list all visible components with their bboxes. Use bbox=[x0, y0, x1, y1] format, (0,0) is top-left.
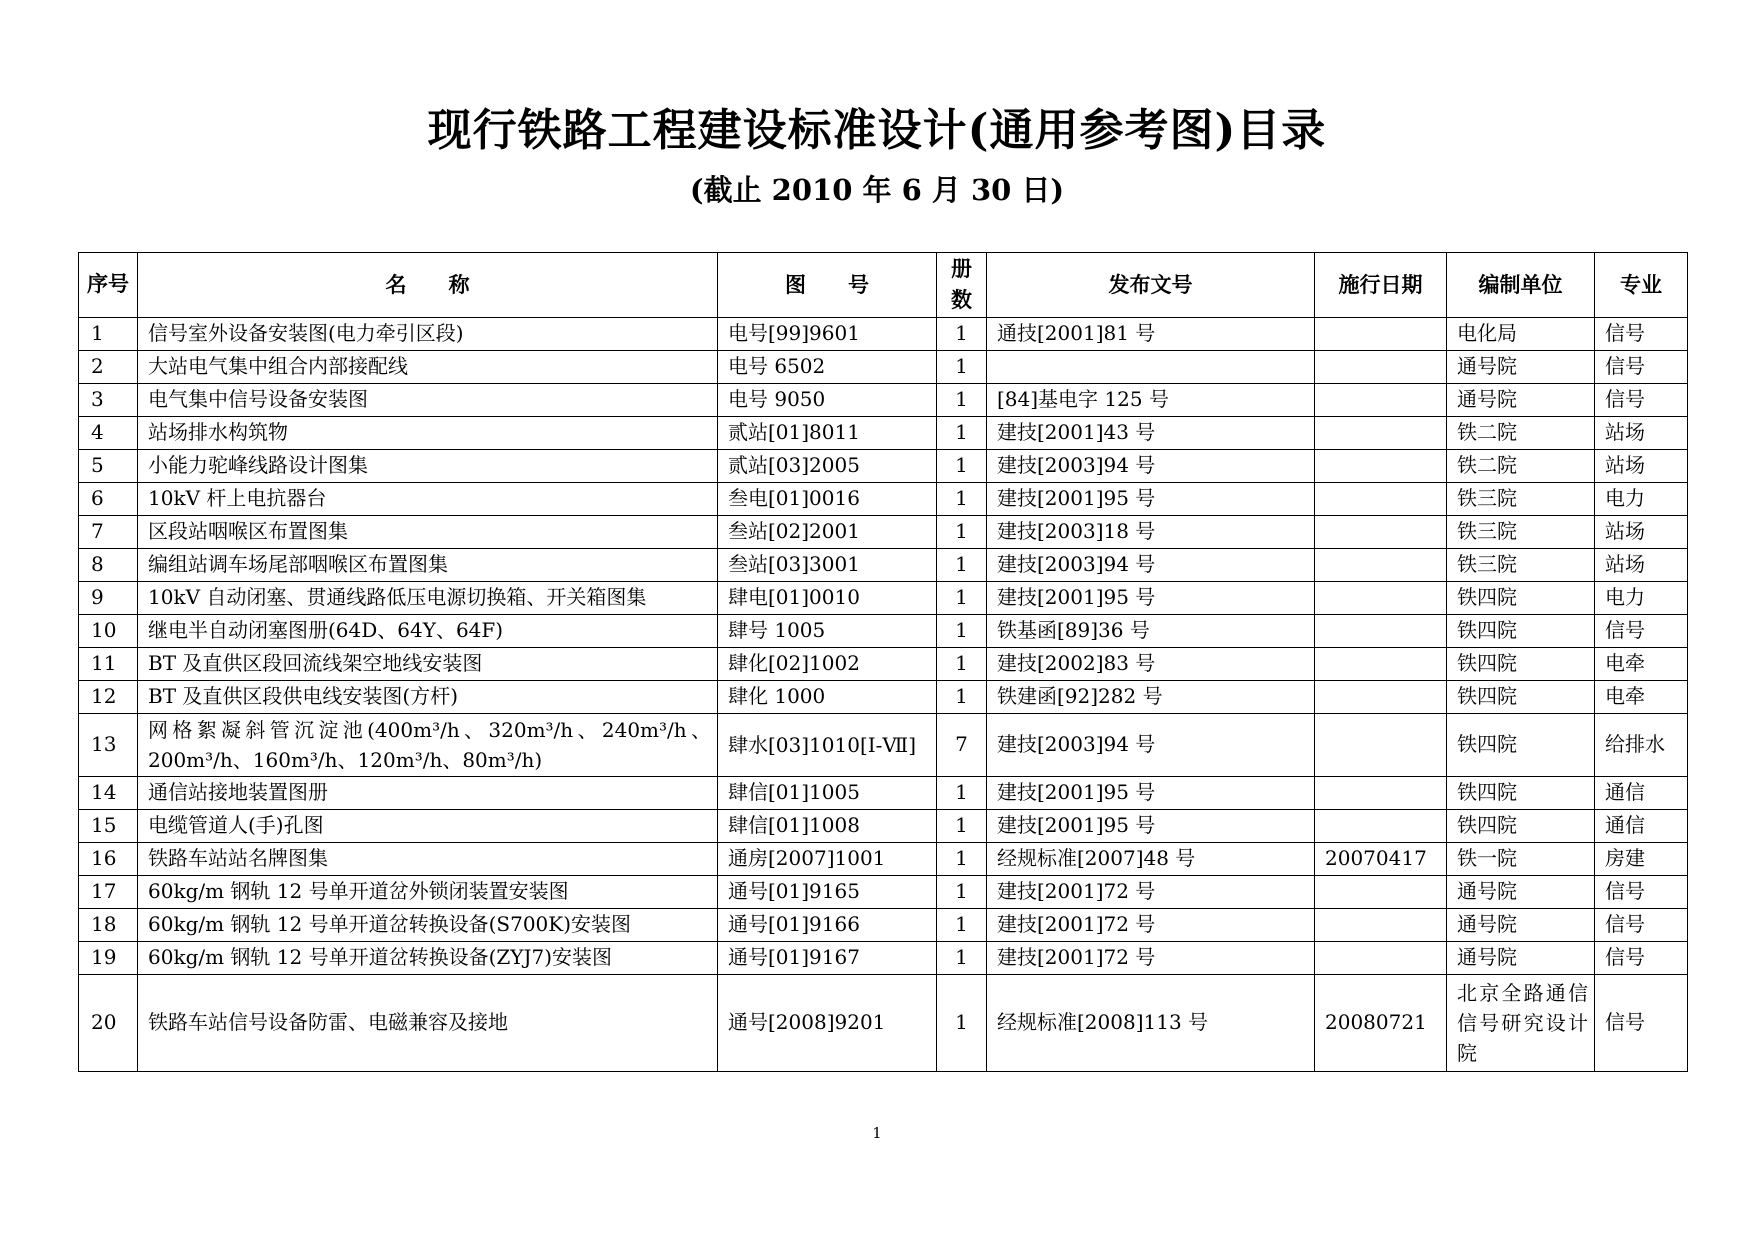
table-row bbox=[79, 975, 1688, 1072]
cell-specialty: 站场 bbox=[1595, 549, 1688, 582]
cell-volumes: 1 bbox=[937, 516, 987, 549]
cell-seq: 1 bbox=[79, 318, 138, 351]
cell-doc-no: 铁基函[89]36 号 bbox=[987, 615, 1315, 648]
cell-drawing-no: 通号[01]9166 bbox=[718, 909, 937, 942]
cell-specialty: 信号 bbox=[1595, 384, 1688, 417]
cell-specialty: 电牵 bbox=[1595, 681, 1688, 714]
cell-drawing-no: 通号[01]9167 bbox=[718, 942, 937, 975]
cell-name: 通信站接地装置图册 bbox=[138, 777, 718, 810]
cell-unit: 铁三院 bbox=[1447, 483, 1595, 516]
cell-doc-no: 建技[2001]95 号 bbox=[987, 483, 1315, 516]
cell-seq: 9 bbox=[79, 582, 138, 615]
cell-volumes: 1 bbox=[937, 582, 987, 615]
cell-name: 电气集中信号设备安装图 bbox=[138, 384, 718, 417]
cell-doc-no: 建技[2002]83 号 bbox=[987, 648, 1315, 681]
cell-date bbox=[1315, 876, 1447, 909]
table-body bbox=[79, 318, 1688, 1072]
table-row bbox=[79, 549, 1688, 582]
cell-drawing-no: 肆信[01]1005 bbox=[718, 777, 937, 810]
cell-drawing-no: 肆化 1000 bbox=[718, 681, 937, 714]
cell-unit: 铁四院 bbox=[1447, 681, 1595, 714]
cell-doc-no: 建技[2003]18 号 bbox=[987, 516, 1315, 549]
table-row bbox=[79, 876, 1688, 909]
table-row bbox=[79, 384, 1688, 417]
cell-volumes: 1 bbox=[937, 450, 987, 483]
cell-unit: 铁二院 bbox=[1447, 450, 1595, 483]
cell-date bbox=[1315, 777, 1447, 810]
cell-specialty: 信号 bbox=[1595, 876, 1688, 909]
table-row bbox=[79, 681, 1688, 714]
cell-specialty: 房建 bbox=[1595, 843, 1688, 876]
table-row bbox=[79, 582, 1688, 615]
cell-seq: 19 bbox=[79, 942, 138, 975]
cell-name: 60kg/m 钢轨 12 号单开道岔转换设备(ZYJ7)安装图 bbox=[138, 942, 718, 975]
cell-unit: 铁四院 bbox=[1447, 648, 1595, 681]
cell-date bbox=[1315, 351, 1447, 384]
cell-specialty: 站场 bbox=[1595, 417, 1688, 450]
cell-seq: 4 bbox=[79, 417, 138, 450]
cell-drawing-no: 肆化[02]1002 bbox=[718, 648, 937, 681]
cell-doc-no: 建技[2001]43 号 bbox=[987, 417, 1315, 450]
cell-drawing-no: 电号[99]9601 bbox=[718, 318, 937, 351]
cell-volumes: 1 bbox=[937, 876, 987, 909]
cell-volumes: 1 bbox=[937, 909, 987, 942]
cell-name: 铁路车站站名牌图集 bbox=[138, 843, 718, 876]
cell-doc-no: 建技[2001]72 号 bbox=[987, 876, 1315, 909]
cell-drawing-no: 肆信[01]1008 bbox=[718, 810, 937, 843]
cell-doc-no: 经规标准[2008]113 号 bbox=[987, 975, 1315, 1072]
cell-name: 继电半自动闭塞图册(64D、64Y、64F) bbox=[138, 615, 718, 648]
table-row bbox=[79, 351, 1688, 384]
cell-specialty: 电力 bbox=[1595, 483, 1688, 516]
cell-unit: 铁四院 bbox=[1447, 810, 1595, 843]
cell-unit: 电化局 bbox=[1447, 318, 1595, 351]
cell-unit: 通号院 bbox=[1447, 351, 1595, 384]
cell-seq: 15 bbox=[79, 810, 138, 843]
cell-seq: 3 bbox=[79, 384, 138, 417]
cell-unit: 铁四院 bbox=[1447, 777, 1595, 810]
cell-name: 大站电气集中组合内部接配线 bbox=[138, 351, 718, 384]
cell-unit: 铁四院 bbox=[1447, 582, 1595, 615]
cell-drawing-no: 叁站[03]3001 bbox=[718, 549, 937, 582]
cell-date bbox=[1315, 810, 1447, 843]
cell-date bbox=[1315, 942, 1447, 975]
cell-drawing-no: 电号 6502 bbox=[718, 351, 937, 384]
cell-drawing-no: 通号[2008]9201 bbox=[718, 975, 937, 1072]
cell-drawing-no: 叁电[01]0016 bbox=[718, 483, 937, 516]
cell-seq: 6 bbox=[79, 483, 138, 516]
cell-specialty: 信号 bbox=[1595, 942, 1688, 975]
cell-doc-no: 建技[2003]94 号 bbox=[987, 450, 1315, 483]
cell-seq: 14 bbox=[79, 777, 138, 810]
cell-specialty: 通信 bbox=[1595, 777, 1688, 810]
cell-name: 10kV 自动闭塞、贯通线路低压电源切换箱、开关箱图集 bbox=[138, 582, 718, 615]
cell-volumes: 1 bbox=[937, 318, 987, 351]
table-row bbox=[79, 810, 1688, 843]
cell-seq: 10 bbox=[79, 615, 138, 648]
cell-date bbox=[1315, 681, 1447, 714]
cell-seq: 12 bbox=[79, 681, 138, 714]
cell-specialty: 通信 bbox=[1595, 810, 1688, 843]
cell-volumes: 1 bbox=[937, 648, 987, 681]
cell-date bbox=[1315, 483, 1447, 516]
cell-seq: 18 bbox=[79, 909, 138, 942]
header-doc-no: 发布文号 bbox=[987, 253, 1315, 318]
cell-specialty: 信号 bbox=[1595, 615, 1688, 648]
cell-drawing-no: 贰站[01]8011 bbox=[718, 417, 937, 450]
table-row bbox=[79, 483, 1688, 516]
cell-unit: 铁一院 bbox=[1447, 843, 1595, 876]
table-row bbox=[79, 909, 1688, 942]
cell-name: 信号室外设备安装图(电力牵引区段) bbox=[138, 318, 718, 351]
cell-drawing-no: 通号[01]9165 bbox=[718, 876, 937, 909]
table-header-row bbox=[79, 253, 1688, 318]
table-row bbox=[79, 942, 1688, 975]
header-volumes: 册数 bbox=[937, 253, 987, 318]
cell-name: 网格絮凝斜管沉淀池(400m³/h、320m³/h、240m³/h、200m³/h、160m³/h、120m³/h、80m³/h) bbox=[138, 714, 718, 777]
table-row bbox=[79, 318, 1688, 351]
cell-drawing-no: 肆号 1005 bbox=[718, 615, 937, 648]
header-specialty: 专业 bbox=[1595, 253, 1688, 318]
cell-date: 20070417 bbox=[1315, 843, 1447, 876]
cell-doc-no: 建技[2001]95 号 bbox=[987, 582, 1315, 615]
cell-specialty: 电牵 bbox=[1595, 648, 1688, 681]
cell-volumes: 1 bbox=[937, 975, 987, 1072]
cell-name: 10kV 杆上电抗器台 bbox=[138, 483, 718, 516]
cell-date: 20080721 bbox=[1315, 975, 1447, 1072]
cell-specialty: 信号 bbox=[1595, 975, 1688, 1072]
cell-specialty: 信号 bbox=[1595, 351, 1688, 384]
cell-volumes: 1 bbox=[937, 417, 987, 450]
cell-volumes: 1 bbox=[937, 615, 987, 648]
table-row bbox=[79, 648, 1688, 681]
cell-doc-no bbox=[987, 351, 1315, 384]
cell-name: 60kg/m 钢轨 12 号单开道岔外锁闭装置安装图 bbox=[138, 876, 718, 909]
cell-seq: 5 bbox=[79, 450, 138, 483]
cell-drawing-no: 通房[2007]1001 bbox=[718, 843, 937, 876]
cell-name: 电缆管道人(手)孔图 bbox=[138, 810, 718, 843]
header-date: 施行日期 bbox=[1315, 253, 1447, 318]
cell-volumes: 1 bbox=[937, 384, 987, 417]
cell-seq: 11 bbox=[79, 648, 138, 681]
cell-doc-no: 建技[2001]95 号 bbox=[987, 777, 1315, 810]
cell-seq: 8 bbox=[79, 549, 138, 582]
cell-unit: 北京全路通信信号研究设计院 bbox=[1447, 975, 1595, 1072]
cell-drawing-no: 叁站[02]2001 bbox=[718, 516, 937, 549]
cell-unit: 铁四院 bbox=[1447, 615, 1595, 648]
cell-unit: 通号院 bbox=[1447, 384, 1595, 417]
cell-volumes: 1 bbox=[937, 483, 987, 516]
cell-specialty: 站场 bbox=[1595, 516, 1688, 549]
cell-volumes: 1 bbox=[937, 681, 987, 714]
cell-drawing-no: 电号 9050 bbox=[718, 384, 937, 417]
cell-volumes: 1 bbox=[937, 549, 987, 582]
cell-date bbox=[1315, 516, 1447, 549]
cell-seq: 17 bbox=[79, 876, 138, 909]
table-row bbox=[79, 450, 1688, 483]
table-row bbox=[79, 777, 1688, 810]
cell-name: 60kg/m 钢轨 12 号单开道岔转换设备(S700K)安装图 bbox=[138, 909, 718, 942]
cell-drawing-no: 贰站[03]2005 bbox=[718, 450, 937, 483]
cell-specialty: 站场 bbox=[1595, 450, 1688, 483]
cell-unit: 通号院 bbox=[1447, 909, 1595, 942]
table-row bbox=[79, 843, 1688, 876]
cell-doc-no: 建技[2001]95 号 bbox=[987, 810, 1315, 843]
cell-unit: 铁二院 bbox=[1447, 417, 1595, 450]
cell-name: BT 及直供区段回流线架空地线安装图 bbox=[138, 648, 718, 681]
cell-date bbox=[1315, 318, 1447, 351]
cell-name: 编组站调车场尾部咽喉区布置图集 bbox=[138, 549, 718, 582]
cell-date bbox=[1315, 417, 1447, 450]
cell-name: BT 及直供区段供电线安装图(方杆) bbox=[138, 681, 718, 714]
cell-volumes: 1 bbox=[937, 942, 987, 975]
document-subtitle: (截止 2010 年 6 月 30 日) bbox=[689, 173, 1065, 207]
cell-doc-no: [84]基电字 125 号 bbox=[987, 384, 1315, 417]
cell-drawing-no: 肆水[03]1010[Ⅰ-Ⅶ] bbox=[718, 714, 937, 777]
cell-date bbox=[1315, 714, 1447, 777]
cell-doc-no: 建技[2001]72 号 bbox=[987, 909, 1315, 942]
cell-doc-no: 建技[2003]94 号 bbox=[987, 714, 1315, 777]
cell-unit: 铁三院 bbox=[1447, 549, 1595, 582]
cell-name: 站场排水构筑物 bbox=[138, 417, 718, 450]
header-name: 名 称 bbox=[138, 253, 718, 318]
cell-volumes: 1 bbox=[937, 843, 987, 876]
cell-date bbox=[1315, 909, 1447, 942]
document-title: 现行铁路工程建设标准设计(通用参考图)目录 bbox=[427, 105, 1327, 156]
cell-unit: 铁四院 bbox=[1447, 714, 1595, 777]
cell-name: 区段站咽喉区布置图集 bbox=[138, 516, 718, 549]
cell-specialty: 电力 bbox=[1595, 582, 1688, 615]
page-number: 1 bbox=[872, 1124, 882, 1142]
cell-unit: 铁三院 bbox=[1447, 516, 1595, 549]
table-row bbox=[79, 417, 1688, 450]
cell-seq: 13 bbox=[79, 714, 138, 777]
cell-volumes: 1 bbox=[937, 777, 987, 810]
table-row bbox=[79, 516, 1688, 549]
cell-seq: 7 bbox=[79, 516, 138, 549]
cell-date bbox=[1315, 384, 1447, 417]
cell-doc-no: 建技[2001]72 号 bbox=[987, 942, 1315, 975]
cell-doc-no: 铁建函[92]282 号 bbox=[987, 681, 1315, 714]
cell-volumes: 1 bbox=[937, 351, 987, 384]
cell-specialty: 给排水 bbox=[1595, 714, 1688, 777]
cell-name: 小能力驼峰线路设计图集 bbox=[138, 450, 718, 483]
cell-unit: 通号院 bbox=[1447, 876, 1595, 909]
header-unit: 编制单位 bbox=[1447, 253, 1595, 318]
cell-name: 铁路车站信号设备防雷、电磁兼容及接地 bbox=[138, 975, 718, 1072]
cell-specialty: 信号 bbox=[1595, 909, 1688, 942]
cell-date bbox=[1315, 615, 1447, 648]
cell-date bbox=[1315, 450, 1447, 483]
cell-volumes: 7 bbox=[937, 714, 987, 777]
cell-drawing-no: 肆电[01]0010 bbox=[718, 582, 937, 615]
header-drawing-no: 图 号 bbox=[718, 253, 937, 318]
cell-doc-no: 建技[2003]94 号 bbox=[987, 549, 1315, 582]
table-row bbox=[79, 714, 1688, 777]
cell-volumes: 1 bbox=[937, 810, 987, 843]
header-seq: 序号 bbox=[79, 253, 138, 318]
cell-unit: 通号院 bbox=[1447, 942, 1595, 975]
cell-doc-no: 经规标准[2007]48 号 bbox=[987, 843, 1315, 876]
cell-specialty: 信号 bbox=[1595, 318, 1688, 351]
cell-date bbox=[1315, 549, 1447, 582]
table-row bbox=[79, 615, 1688, 648]
cell-seq: 2 bbox=[79, 351, 138, 384]
catalog-table bbox=[78, 252, 1688, 1072]
cell-seq: 20 bbox=[79, 975, 138, 1072]
cell-date bbox=[1315, 582, 1447, 615]
cell-seq: 16 bbox=[79, 843, 138, 876]
cell-doc-no: 通技[2001]81 号 bbox=[987, 318, 1315, 351]
cell-date bbox=[1315, 648, 1447, 681]
